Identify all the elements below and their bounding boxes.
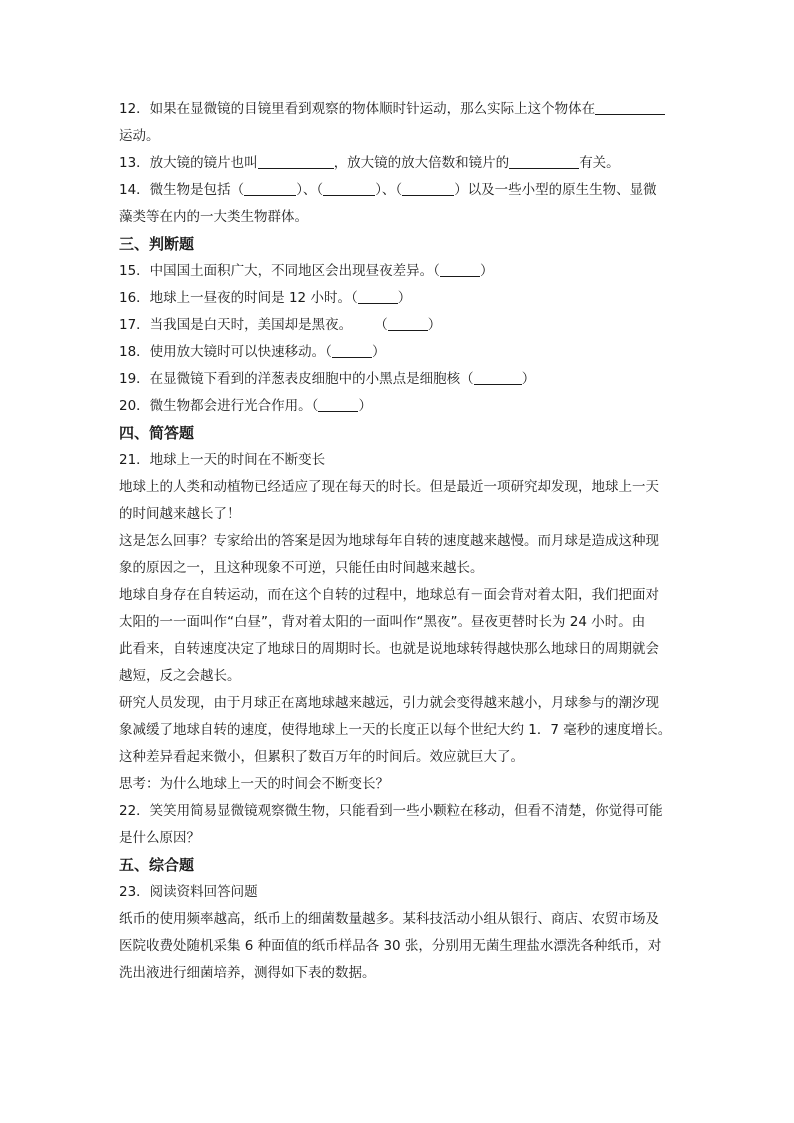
question-23-title: 23．阅读资料回答问题 [119, 884, 258, 900]
question-17: 17．当我国是白天时，美国却是黑夜。 （ ） [119, 317, 442, 333]
passage-line: 洗出液进行细菌培养，测得如下表的数据。 [119, 965, 376, 981]
passage-line: 象减缓了地球自转的速度，使得地球上一天的长度正以每个世纪大约 1．7 毫秒的速度增长。 [119, 722, 672, 738]
question-18: 18．使用放大镜时可以快速移动。（ ） [119, 344, 386, 360]
passage-line: 这种差异看起来微小，但累积了数百万年的时间后。效应就巨大了。 [119, 749, 524, 765]
section-heading: 五、综合题 [119, 856, 195, 874]
answer-blank[interactable] [358, 288, 398, 304]
section-heading: 三、判断题 [119, 235, 195, 253]
answer-blank[interactable] [244, 180, 296, 196]
question-13: 13．放大镜的镜片也叫 ，放大镜的放大倍数和镜片的 有关。 [119, 155, 620, 171]
question-21-title: 21．地球上一天的时间在不断变长 [119, 452, 326, 468]
passage-line: 这是怎么回事？专家给出的答案是因为地球每年自转的速度越来越慢。而月球是造成这种现 [119, 533, 659, 549]
answer-blank[interactable] [323, 180, 375, 196]
question-21-prompt: 思考：为什么地球上一天的时间会不断变长？ [119, 776, 389, 792]
passage-line: 的时间越来越长了！ [119, 506, 241, 522]
question-22: 22．笑笑用简易显微镜观察微生物，只能看到一些小颗粒在移动，但看不清楚，你觉得可能 [119, 803, 663, 819]
passage-line: 研究人员发现，由于月球正在离地球越来越远，引力就会变得越来越小，月球参与的潮汐现 [119, 695, 659, 711]
passage-line: 象的原因之一，且这种现象不可逆，只能任由时间越来越长。 [119, 560, 484, 576]
passage-line: 太阳的一一面叫作“白昼”，背对着太阳的一面叫作“黑夜”。昼夜更替时长为 24 小时。由 [119, 614, 646, 630]
question-16: 16．地球上一昼夜的时间是 12 小时。（ ） [119, 290, 412, 306]
question-14: 14．微生物是包括（ ）、（ ）、（ ）以及一些小型的原生生物、显微 [119, 182, 657, 198]
question-22-cont: 是什么原因？ [119, 830, 200, 846]
answer-blank[interactable] [402, 180, 454, 196]
answer-blank[interactable] [388, 315, 428, 331]
question-15: 15．中国国土面积广大，不同地区会出现昼夜差异。（ ） [119, 263, 494, 279]
passage-line: 越短，反之会越长。 [119, 668, 241, 684]
passage-line: 此看来，自转速度决定了地球日的周期时长。也就是说地球转得越快那么地球日的周期就会 [119, 641, 659, 657]
question-19: 19．在显微镜下看到的洋葱表皮细胞中的小黑点是细胞核（ ） [119, 371, 536, 387]
question-20: 20．微生物都会进行光合作用。（ ） [119, 398, 372, 414]
answer-blank[interactable] [440, 261, 480, 277]
answer-blank[interactable] [474, 369, 522, 385]
section-heading: 四、简答题 [119, 424, 195, 442]
question-12: 12．如果在显微镜的目镜里看到观察的物体顺时针运动，那么实际上这个物体在 [119, 96, 679, 123]
passage-line: 医院收费处随机采集 6 种面值的纸币样品各 30 张，分别用无菌生理盐水漂洗各种纸币，对 [119, 938, 662, 954]
answer-blank[interactable] [332, 342, 372, 358]
answer-blank[interactable] [595, 99, 665, 115]
passage-line: 地球上的人类和动植物已经适应了现在每天的时长。但是最近一项研究却发现，地球上一天 [119, 479, 659, 495]
answer-blank[interactable] [258, 153, 334, 169]
answer-blank[interactable] [509, 153, 579, 169]
exam-page: 12．如果在显微镜的目镜里看到观察的物体顺时针运动，那么实际上这个物体在 运动。 13．放大镜的镜片也叫 ，放大镜的放大倍数和镜片的 有关。 14．微生物是包括（ ）、（ ）、（ ）以及一些小型的原生生物、显微 藻类等在内的一大类生物群体。 三、判断题 15．中国国土面积广大，不同地区会出现昼夜差异。（ ） 16．地球上一昼夜的时间是 12 小时。（ ） 17．当我国是白天时，美国却是黑夜。 （ ） 18．使用放大镜时可以快速移动。（ ） 19．在显微镜下看到的洋葱表皮细胞中的小黑点是细胞核（ ） 20．微生物都会进行光合作用。（ ） 四、简答题 21．地球上一天的时间在不断变长 地球上的人类和动植物已经适应了现在每天的时长。但是最近一项研究却发现，地球上一天 的时间越来越长了！ 这是怎么回事？专家给出的答案是因为地球每年自转的速度越来越慢。而月球是造成这种现 象的原因之一，且这种现象不可逆，只能任由时间越来越长。 地球自身存在自转运动，而在这个自转的过程中，地球总有－面会背对着太阳，我们把面对 太阳的一一面叫作“白昼”，背对着太阳的一面叫作“黑夜”。昼夜更替时长为 24 小时。由 此看来，自转速度决定了地球日的周期时长。也就是说地球转得越快那么地球日的周期就会 越短，反之会越长。 研究人员发现，由于月球正在离地球越来越远，引力就会变得越来越小，月球参与的潮汐现 象减缓了地球自转的速度，使得地球上一天的长度正以每个世纪大约 1．7 毫秒的速度增长。 这种差异看起来微小，但累积了数百万年的时间后。效应就巨大了。 思考：为什么地球上一天的时间会不断变长？ 22．笑笑用简易显微镜观察微生物，只能看到一些小颗粒在移动，但看不清楚，你觉得可能 是什么原因？ 五、综合题 23．阅读资料回答问题 纸币的使用频率越高，纸币上的细菌数量越多。某科技活动小组从银行、商店、农贸市场及 医院收费处随机采集 6 种面值的纸币样品各 30 张，分别用无菌生理盐水漂洗各种纸币，对 洗出液进行细菌培养，测得如下表的数据。 [119, 96, 679, 987]
answer-blank[interactable] [318, 396, 358, 412]
passage-line: 纸币的使用频率越高，纸币上的细菌数量越多。某科技活动小组从银行、商店、农贸市场及 [119, 911, 659, 927]
passage-line: 地球自身存在自转运动，而在这个自转的过程中，地球总有－面会背对着太阳，我们把面对 [119, 587, 659, 603]
